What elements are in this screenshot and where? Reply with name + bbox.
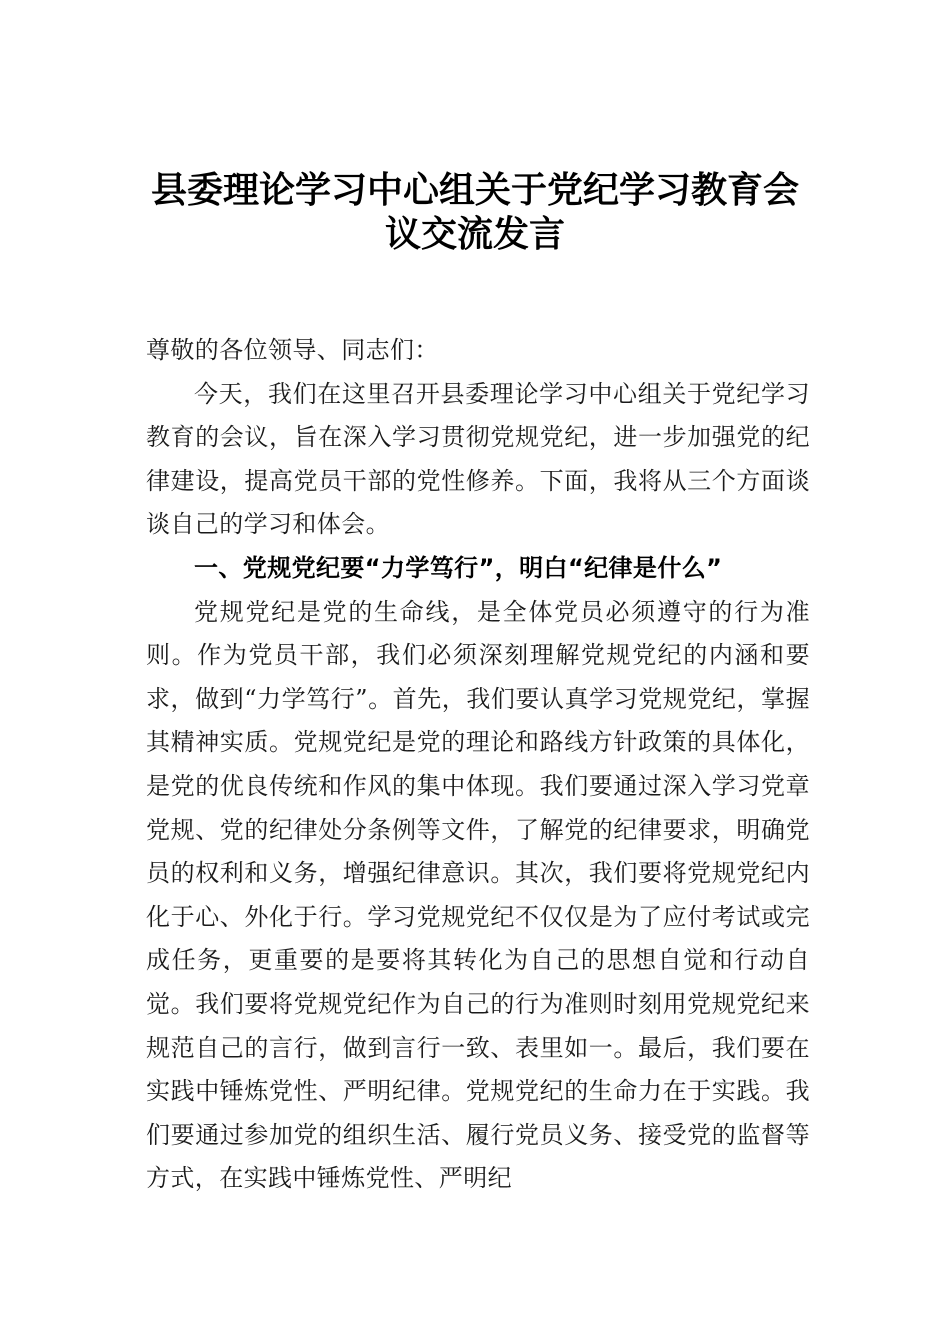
document-title-line-1: 县委理论学习中心组关于党纪学习教育会 <box>150 169 799 211</box>
section-1-heading: 一、党规党纪要“力学笃行”，明白“纪律是什么” <box>194 553 723 582</box>
salutation: 尊敬的各位领导、同志们： <box>146 336 439 364</box>
document-body <box>146 329 810 1201</box>
section-1-paragraph: 党规党纪是党的生命线，是全体党员必须遵守的行为准则。作为党员干部，我们必须深刻理解党规党纪的内涵和要求，做到“力学笃行”。首先，我们要认真学习党规党纪，掌握其精神实质。党规党纪是党的理论和路线方针政策的具体化，是党的优良传统和作风的集中体现。我们要通过深入学习党章党规、党的纪律处分条例等文件，了解党的纪律要求，明确党员的权利和义务，增强纪律意识。其次，我们要将党规党纪内化于心、外化于行。学习党规党纪不仅仅是为了应付考试或完成任务，更重要的是要将其转化为自己的思想自觉和行动自觉。我们要将党规党纪作为自己的行为准则时刻用党规党纪来规范自己的言行，做到言行一致、表里如一。最后，我们要在实践中锤炼党性、严明纪律。党规党纪的生命力在于实践。我们要通过参加党的组织生活、履行党员义务、接受党的监督等方式，在实践中锤炼党性、严明纪 <box>146 597 810 1193</box>
document-title-line-2: 议交流发言 <box>384 213 565 255</box>
intro-paragraph: 今天，我们在这里召开县委理论学习中心组关于党纪学习教育的会议，旨在深入学习贯彻党规党纪，进一步加强党的纪律建设，提高党员干部的党性修养。下面，我将从三个方面谈谈自己的学习和体会。 <box>146 379 810 539</box>
